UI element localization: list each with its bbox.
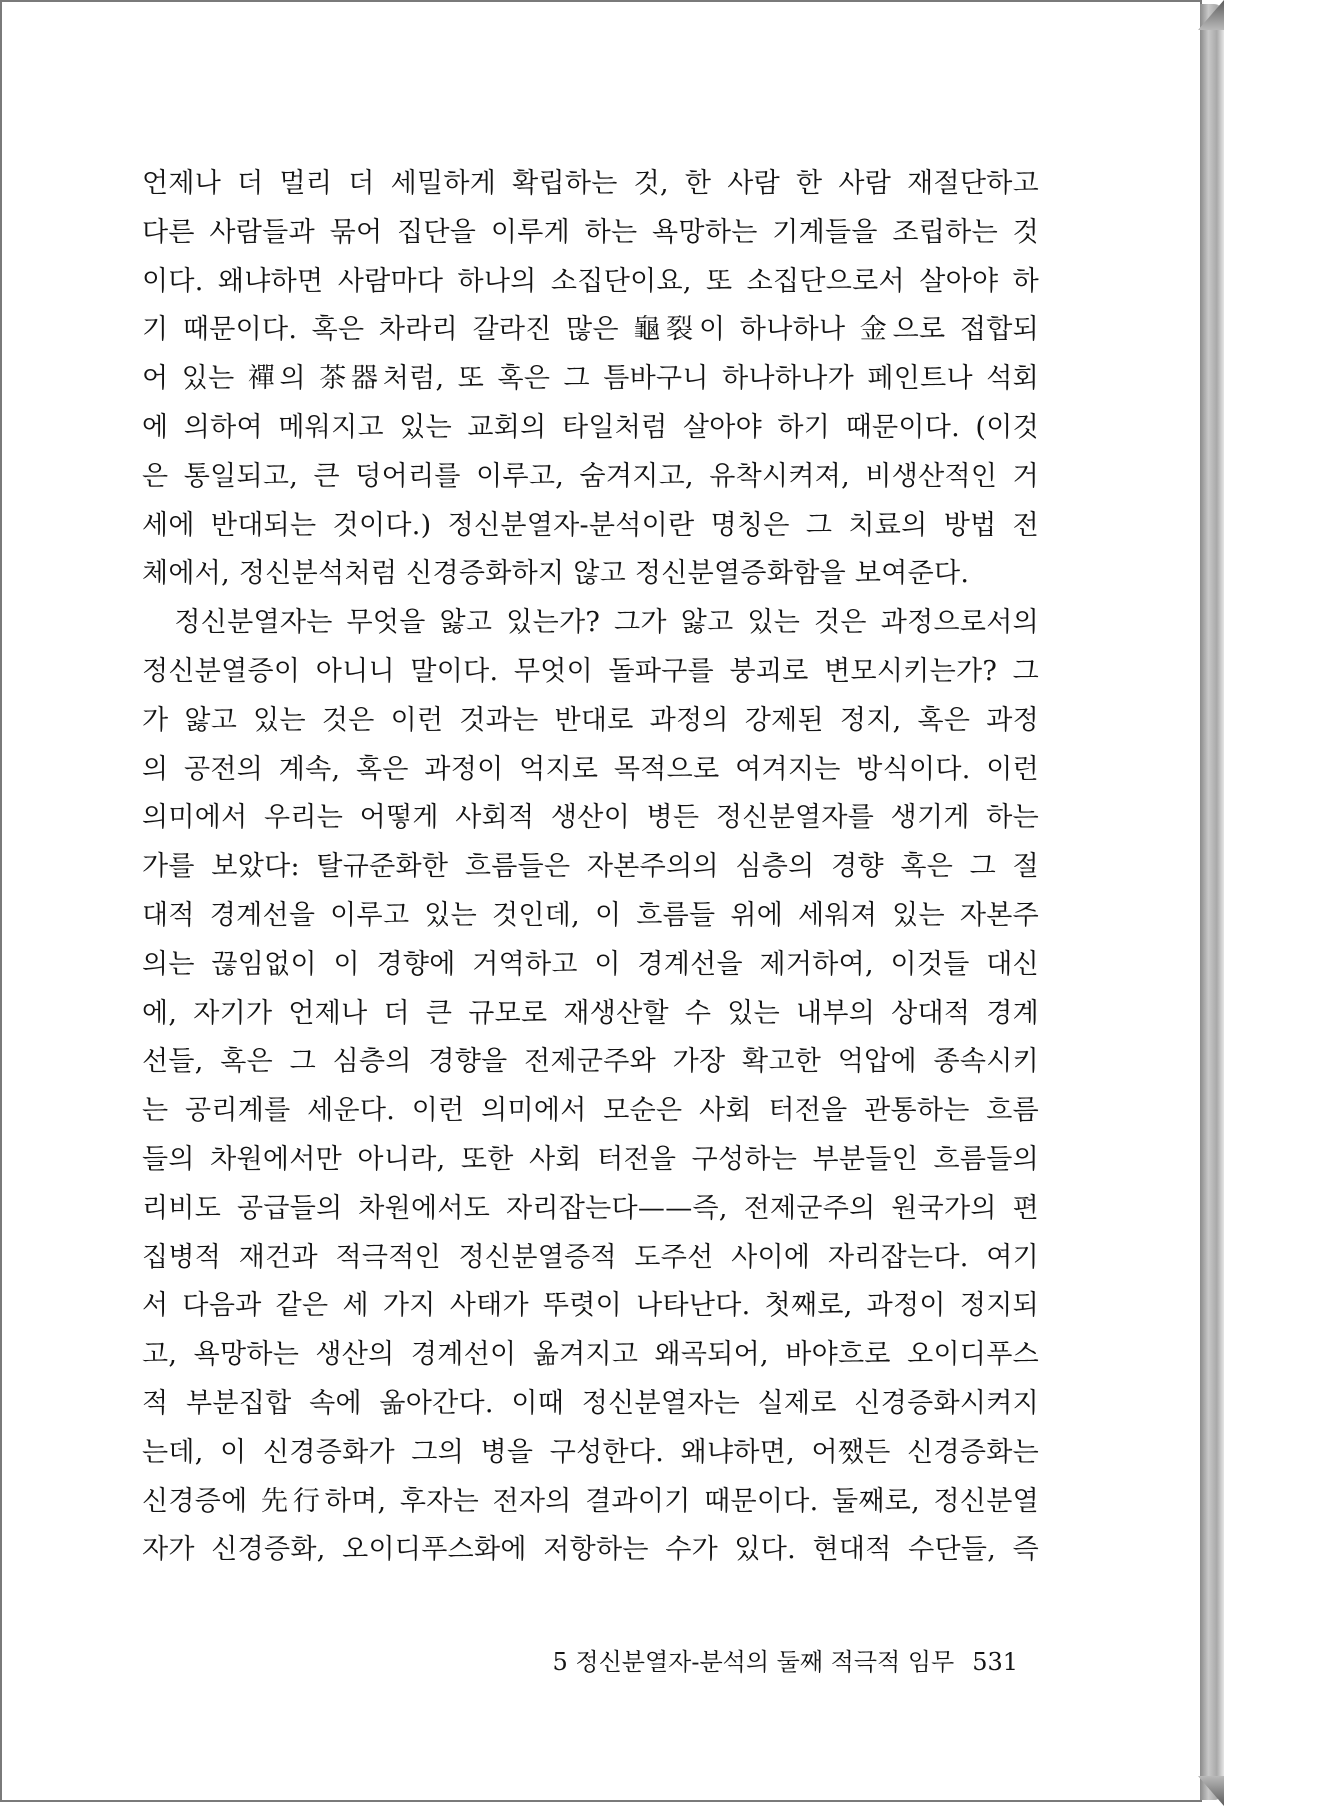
- text-line: 의미에서 우리는 어떻게 사회적 생산이 병든 정신분열자를 생기게 하는: [142, 802, 1039, 834]
- text-line: 에, 자기가 언제나 더 큰 규모로 재생산할 수 있는 내부의 상대적 경계: [142, 997, 1039, 1029]
- text-line: 대적 경계선을 이루고 있는 것인데, 이 흐름들 위에 세워져 있는 자본주: [142, 899, 1039, 931]
- body-text: [142, 160, 1039, 1575]
- text-line: 세에 반대되는 것이다.) 정신분열자-분석이란 명칭은 그 치료의 방법 전: [142, 509, 1039, 541]
- running-head: 5 정신분열자-분석의 둘째 적극적 임무: [552, 1648, 955, 1676]
- text-line: 신경증에 先行하며, 후자는 전자의 결과이기 때문이다. 둘째로, 정신분열: [142, 1485, 1039, 1517]
- text-line: 고, 욕망하는 생산의 경계선이 옮겨지고 왜곡되어, 바야흐로 오이디푸스: [142, 1339, 1039, 1371]
- text-line: 는 공리계를 세운다. 이런 의미에서 모순은 사회 터전을 관통하는 흐름: [142, 1095, 1039, 1127]
- text-line: 의 공전의 계속, 혹은 과정이 억지로 목적으로 여겨지는 방식이다. 이런: [142, 753, 1039, 785]
- text-line: 리비도 공급들의 차원에서도 자리잡는다——즉, 전제군주의 원국가의 편: [142, 1192, 1039, 1224]
- text-line: 가를 보았다: 탈규준화한 흐름들은 자본주의의 심층의 경향 혹은 그 절: [142, 851, 1039, 883]
- text-line: 어 있는 禪의 茶器처럼, 또 혹은 그 틈바구니 하나하나가 페인트나 석회: [142, 363, 1039, 395]
- text-line: 적 부분집합 속에 옮아간다. 이때 정신분열자는 실제로 신경증화시켜지: [142, 1387, 1039, 1419]
- text-line: 의는 끊임없이 이 경향에 거역하고 이 경계선을 제거하여, 이것들 대신: [142, 948, 1039, 980]
- text-line: 정신분열증이 아니니 말이다. 무엇이 돌파구를 붕괴로 변모시키는가? 그: [142, 655, 1039, 687]
- text-line: 은 통일되고, 큰 덩어리를 이루고, 숨겨지고, 유착시켜져, 비생산적인 거: [142, 460, 1039, 492]
- text-line: 에 의하여 메워지고 있는 교회의 타일처럼 살아야 하기 때문이다. (이것: [142, 411, 1039, 443]
- text-line: 이다. 왜냐하면 사람마다 하나의 소집단이요, 또 소집단으로서 살아야 하: [142, 265, 1039, 297]
- text-line: 선들, 혹은 그 심층의 경향을 전제군주와 가장 확고한 억압에 종속시키: [142, 1046, 1039, 1078]
- page-edge: [1200, 4, 1224, 1800]
- text-line: 집병적 재건과 적극적인 정신분열증적 도주선 사이에 자리잡는다. 여기: [142, 1241, 1039, 1273]
- text-line: 체에서, 정신분석처럼 신경증화하지 않고 정신분열증화함을 보여준다.: [142, 558, 970, 590]
- page-number: 531: [972, 1648, 1018, 1676]
- text-line: 정신분열자는 무엇을 앓고 있는가? 그가 앓고 있는 것은 과정으로서의: [142, 607, 1039, 639]
- text-line: 가 앓고 있는 것은 이런 것과는 반대로 과정의 강제된 정지, 혹은 과정: [142, 704, 1039, 736]
- text-line: 들의 차원에서만 아니라, 또한 사회 터전을 구성하는 부분들인 흐름들의: [142, 1143, 1039, 1175]
- text-line: 기 때문이다. 혹은 차라리 갈라진 많은 龜裂이 하나하나 金으로 접합되: [142, 314, 1039, 346]
- text-line: 자가 신경증화, 오이디푸스화에 저항하는 수가 있다. 현대적 수단들, 즉: [142, 1534, 1039, 1566]
- page-footer: [546, 1642, 1018, 1677]
- text-line: 서 다음과 같은 세 가지 사태가 뚜렷이 나타난다. 첫째로, 과정이 정지되: [142, 1290, 1039, 1322]
- text-line: 는데, 이 신경증화가 그의 병을 구성한다. 왜냐하면, 어쨌든 신경증화는: [142, 1436, 1039, 1468]
- text-line: 다른 사람들과 묶어 집단을 이루게 하는 욕망하는 기계들을 조립하는 것: [142, 216, 1039, 248]
- text-line: 언제나 더 멀리 더 세밀하게 확립하는 것, 한 사람 한 사람 재절단하고: [142, 168, 1039, 199]
